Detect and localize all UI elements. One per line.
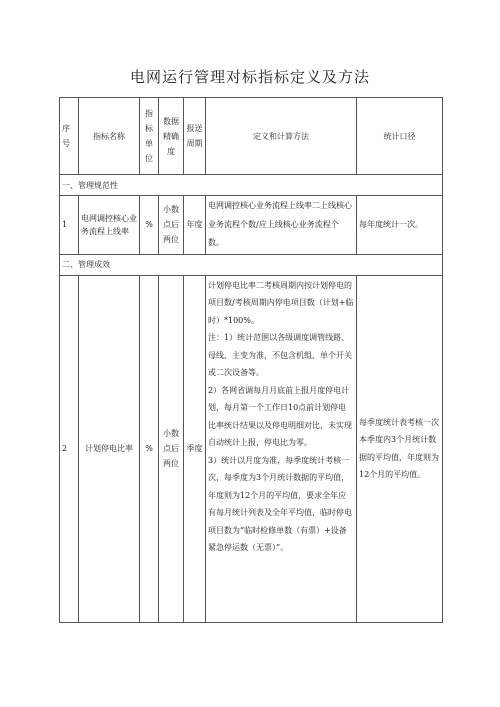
header-name: 指标名称 [79, 98, 140, 175]
header-period: 报送周期 [184, 98, 206, 175]
header-no: 序号 [60, 98, 79, 175]
row-unit: % [140, 275, 159, 622]
row-precision: 小数点后两位 [159, 196, 184, 255]
header-unit: 指标单位 [140, 98, 159, 175]
row-definition [206, 275, 357, 622]
row-no: 2 [60, 275, 79, 622]
definition-line: 2）各网省调每月月底前上报月度停电计划，每月第一个工作日10点前计划停电比率统计结果以及停电明细对比，未实现自动统计上报，停电比为零。 [208, 385, 352, 447]
row-no: 1 [60, 196, 79, 255]
table-row [60, 196, 443, 255]
row-name: 电网调控核心业务流程上线率 [79, 196, 140, 255]
section-row [60, 254, 443, 275]
row-precision: 小数点后两位 [159, 275, 184, 622]
row-caliber: 每季度统计表考核一次本季度内3个月统计数据的平均值，年度则为12个月的平均值。 [357, 275, 443, 622]
section-label: 二、管理成效 [60, 254, 443, 275]
section-label: 一、管理规范性 [60, 175, 443, 196]
row-period: 季度 [184, 275, 206, 622]
definition-line: 3）统计以月度为准，每季度统计考核一次，每季度为3个月统计数据的平均值，年度则为12个月的平均值，要求全年应有每月统计列表及全年平均值，临时停电项目数为“临时检修单数（有票）+设备紧急停运数（无票）”。 [208, 455, 352, 552]
row-unit: % [140, 196, 159, 255]
row-name: 计划停电比率 [79, 275, 140, 622]
table-row [60, 275, 443, 622]
definition-line: 计划停电比率二考核周期内按计划停电的项目数/考核周期内停电项目数（计划+临时）*100%。 [208, 280, 354, 325]
row-caliber: 每年度统计一次。 [357, 196, 443, 255]
header-precision: 数据精确度 [159, 98, 184, 175]
section-row [60, 175, 443, 196]
header-definition: 定义和计算方法 [206, 98, 357, 175]
table-header-row [60, 98, 443, 175]
header-caliber: 统计口径 [357, 98, 443, 175]
definition-line: 注：1）统计范围以各级调度调管线路、母线、主变为准，不包含机组、单个开关或二次设备等。 [208, 333, 352, 377]
row-period: 年度 [184, 196, 206, 255]
document-title: 电网运行管理对标指标定义及方法 [129, 68, 370, 86]
row-definition: 电网调控核心业务流程上线率二上线核心业务流程个数/应上线核心业务流程个数。 [206, 196, 357, 255]
indicator-table [59, 97, 443, 623]
